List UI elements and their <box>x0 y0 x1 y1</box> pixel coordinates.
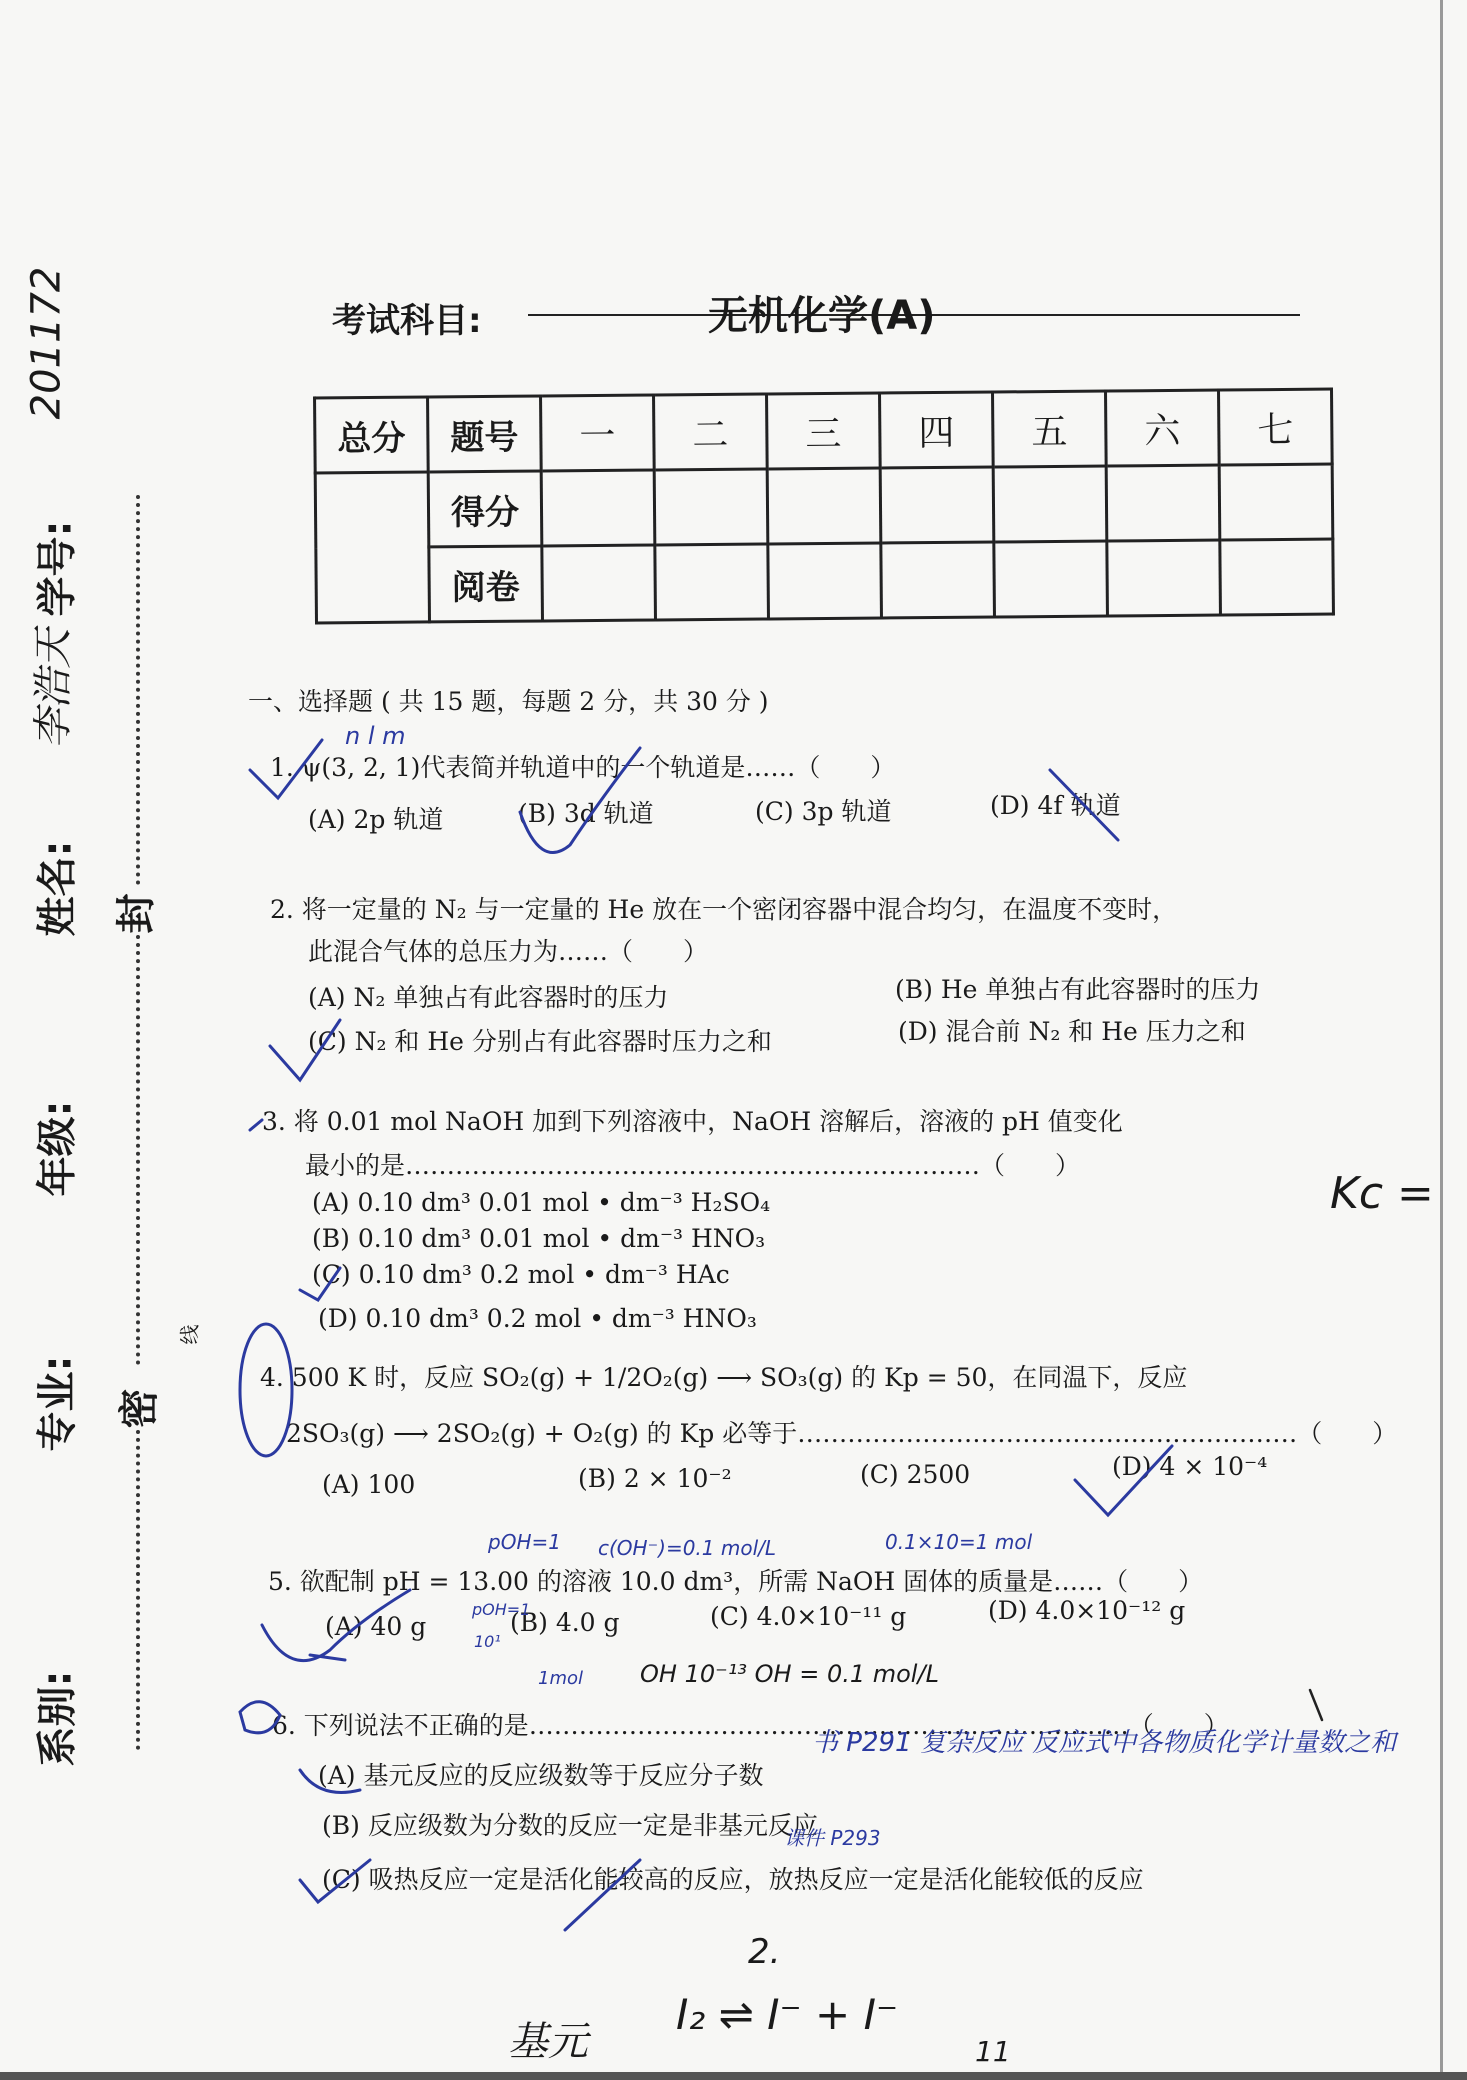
q2-option-c: (C) N₂ 和 He 分别占有此容器时压力之和 <box>308 1027 772 1056</box>
side-zhuanye-label: 专业: <box>34 1355 81 1452</box>
handwritten-bottom-number: 2. <box>748 1932 781 1972</box>
question-number-2: 二 <box>654 394 768 470</box>
handwritten-bottom-jiyuan: 基元 <box>508 2019 588 2065</box>
q5-option-d: (D) 4.0×10⁻¹² g <box>988 1596 1186 1625</box>
strike-q1-d <box>1050 770 1118 840</box>
score-row-label: 得分 <box>428 471 542 547</box>
checkmark-q3-c <box>300 1268 340 1300</box>
q5-option-b: (B) 4.0 g <box>510 1608 620 1637</box>
q4-option-d: (D) 4 × 10⁻⁴ <box>1112 1452 1268 1481</box>
q5-option-a: (A) 40 g <box>325 1612 427 1641</box>
q6-option-b: (B) 反应级数为分数的反应一定是非基元反应 <box>322 1811 818 1840</box>
handwritten-q5-note1: pOH=1 <box>488 1530 561 1554</box>
checkmark-q4-d <box>1075 1446 1172 1515</box>
q6-stem: 6. 下列说法不正确的是………………………………………………………………（ ） <box>272 1711 1229 1740</box>
question-number-header: 题号 <box>428 396 542 472</box>
checkmark-q1-b <box>520 748 640 853</box>
q5-option-c: (C) 4.0×10⁻¹¹ g <box>710 1602 907 1631</box>
total-score-header: 总分 <box>315 397 429 473</box>
handwritten-q5-note3: 0.1×10=1 mol <box>885 1530 1033 1554</box>
strike-q6-c <box>565 1860 640 1930</box>
mark-q6-a <box>300 1770 360 1793</box>
side-xibie-label: 系别: <box>34 1670 81 1767</box>
handwritten-name: 李浩天 <box>30 628 77 749</box>
question-number-6: 六 <box>1106 390 1220 466</box>
handwritten-q5-note4: pOH=1 <box>472 1600 531 1619</box>
subject-label: 考试科目: <box>332 301 482 341</box>
q1-option-d: (D) 4f 轨道 <box>990 791 1121 820</box>
q3-option-c: (C) 0.10 dm³ 0.2 mol • dm⁻³ HAc <box>312 1260 730 1289</box>
handwritten-q5-note6: 1mol <box>538 1668 583 1689</box>
checkmark-q5-a <box>262 1590 410 1661</box>
question-number-1: 一 <box>541 395 655 471</box>
seal-char-mi: 密 <box>116 1388 163 1429</box>
handwritten-nlm: n l m <box>345 722 406 750</box>
side-nianji-label: 年级: <box>34 1100 81 1197</box>
q3-option-d: (D) 0.10 dm³ 0.2 mol • dm⁻³ HNO₃ <box>318 1304 757 1333</box>
handwritten-student-id: 201172 <box>23 266 70 420</box>
q1-option-a: (A) 2p 轨道 <box>308 805 444 834</box>
checkmark-q6-c <box>300 1860 370 1902</box>
handwritten-q6-note2: 课件 P293 <box>784 1826 881 1850</box>
section1-title: 一、选择题 ( 共 15 题，每题 2 分，共 30 分 ) <box>248 687 769 716</box>
handwritten-kc: Kc = <box>1330 1168 1434 1219</box>
circle-q4 <box>240 1324 292 1456</box>
side-xuehao-label: 学号: <box>34 520 81 617</box>
scribble-q6 <box>240 1702 280 1733</box>
question-number-7: 七 <box>1219 389 1333 465</box>
pencil-mark-right <box>1310 1690 1322 1720</box>
grader-row-label: 阅卷 <box>429 546 543 622</box>
q5-stem: 5. 欲配制 pH = 13.00 的溶液 10.0 dm³，所需 NaOH 固体的质量是……（ ） <box>268 1567 1204 1596</box>
q4-option-a: (A) 100 <box>322 1470 416 1499</box>
handwritten-q6-note1: 书 P291 复杂反应 反应式中各物质化学计量数之和 <box>812 1728 1397 1758</box>
checkmark-q1 <box>250 740 322 798</box>
q2-stem-line2: 此混合气体的总压力为……（ ） <box>308 937 709 966</box>
question-number-4: 四 <box>880 392 994 468</box>
q1-option-b: (B) 3d 轨道 <box>518 799 654 828</box>
q4-option-c: (C) 2500 <box>860 1460 971 1489</box>
handwritten-bottom-mark: 11 <box>975 2035 1011 2068</box>
tick-q3 <box>250 1120 262 1130</box>
q3-stem-line1: 3. 将 0.01 mol NaOH 加到下列溶液中，NaOH 溶解后，溶液的 pH 值变化 <box>262 1107 1123 1136</box>
q4-option-b: (B) 2 × 10⁻² <box>578 1464 732 1493</box>
q4-stem-line2: 2SO₃(g) ⟶ 2SO₂(g) + O₂(g) 的 Kp 必等于……………………………………………………（ ） <box>286 1419 1398 1448</box>
q6-option-a: (A) 基元反应的反应级数等于反应分子数 <box>318 1761 764 1790</box>
q3-stem-line2: 最小的是……………………………………………………………（ ） <box>305 1151 1081 1180</box>
q3-option-b: (B) 0.10 dm³ 0.01 mol • dm⁻³ HNO₃ <box>312 1224 766 1253</box>
handwritten-q5-note7: OH 10⁻¹³ OH = 0.1 mol/L <box>640 1660 939 1688</box>
q1-option-c: (C) 3p 轨道 <box>755 797 892 826</box>
q1-stem: 1. ψ(3, 2, 1)代表简并轨道中的一个轨道是……（ ） <box>270 753 896 782</box>
seal-char-feng: 封 <box>113 893 160 934</box>
handwritten-bottom-equation: I₂ ⇌ I⁻ + I⁻ <box>676 1990 899 2039</box>
handwritten-q5-note5: 10¹ <box>474 1632 501 1651</box>
q2-option-d: (D) 混合前 N₂ 和 He 压力之和 <box>898 1017 1246 1046</box>
q2-option-a: (A) N₂ 单独占有此容器时的压力 <box>308 983 669 1012</box>
handwritten-q5-note2: c(OH⁻)=0.1 mol/L <box>598 1536 777 1560</box>
checkmark-q2-c <box>270 1020 340 1080</box>
q3-option-a: (A) 0.10 dm³ 0.01 mol • dm⁻³ H₂SO₄ <box>312 1188 771 1217</box>
q4-stem-line1: 4. 500 K 时，反应 SO₂(g) + 1/2O₂(g) ⟶ SO₃(g) 的 Kp = 50，在同温下，反应 <box>260 1363 1188 1392</box>
question-number-5: 五 <box>993 391 1107 467</box>
question-number-3: 三 <box>767 393 881 469</box>
q6-option-c: (C) 吸热反应一定是活化能较高的反应，放热反应一定是活化能较低的反应 <box>322 1865 1144 1894</box>
q2-option-b: (B) He 单独占有此容器时的压力 <box>895 975 1261 1004</box>
seal-char-xian: 线 <box>177 1324 202 1345</box>
q2-stem-line1: 2. 将一定量的 N₂ 与一定量的 He 放在一个密闭容器中混合均匀，在温度不变时， <box>270 895 1178 924</box>
side-xingming-label: 姓名: <box>34 840 81 937</box>
subject-value: 无机化学(A) <box>708 293 936 339</box>
